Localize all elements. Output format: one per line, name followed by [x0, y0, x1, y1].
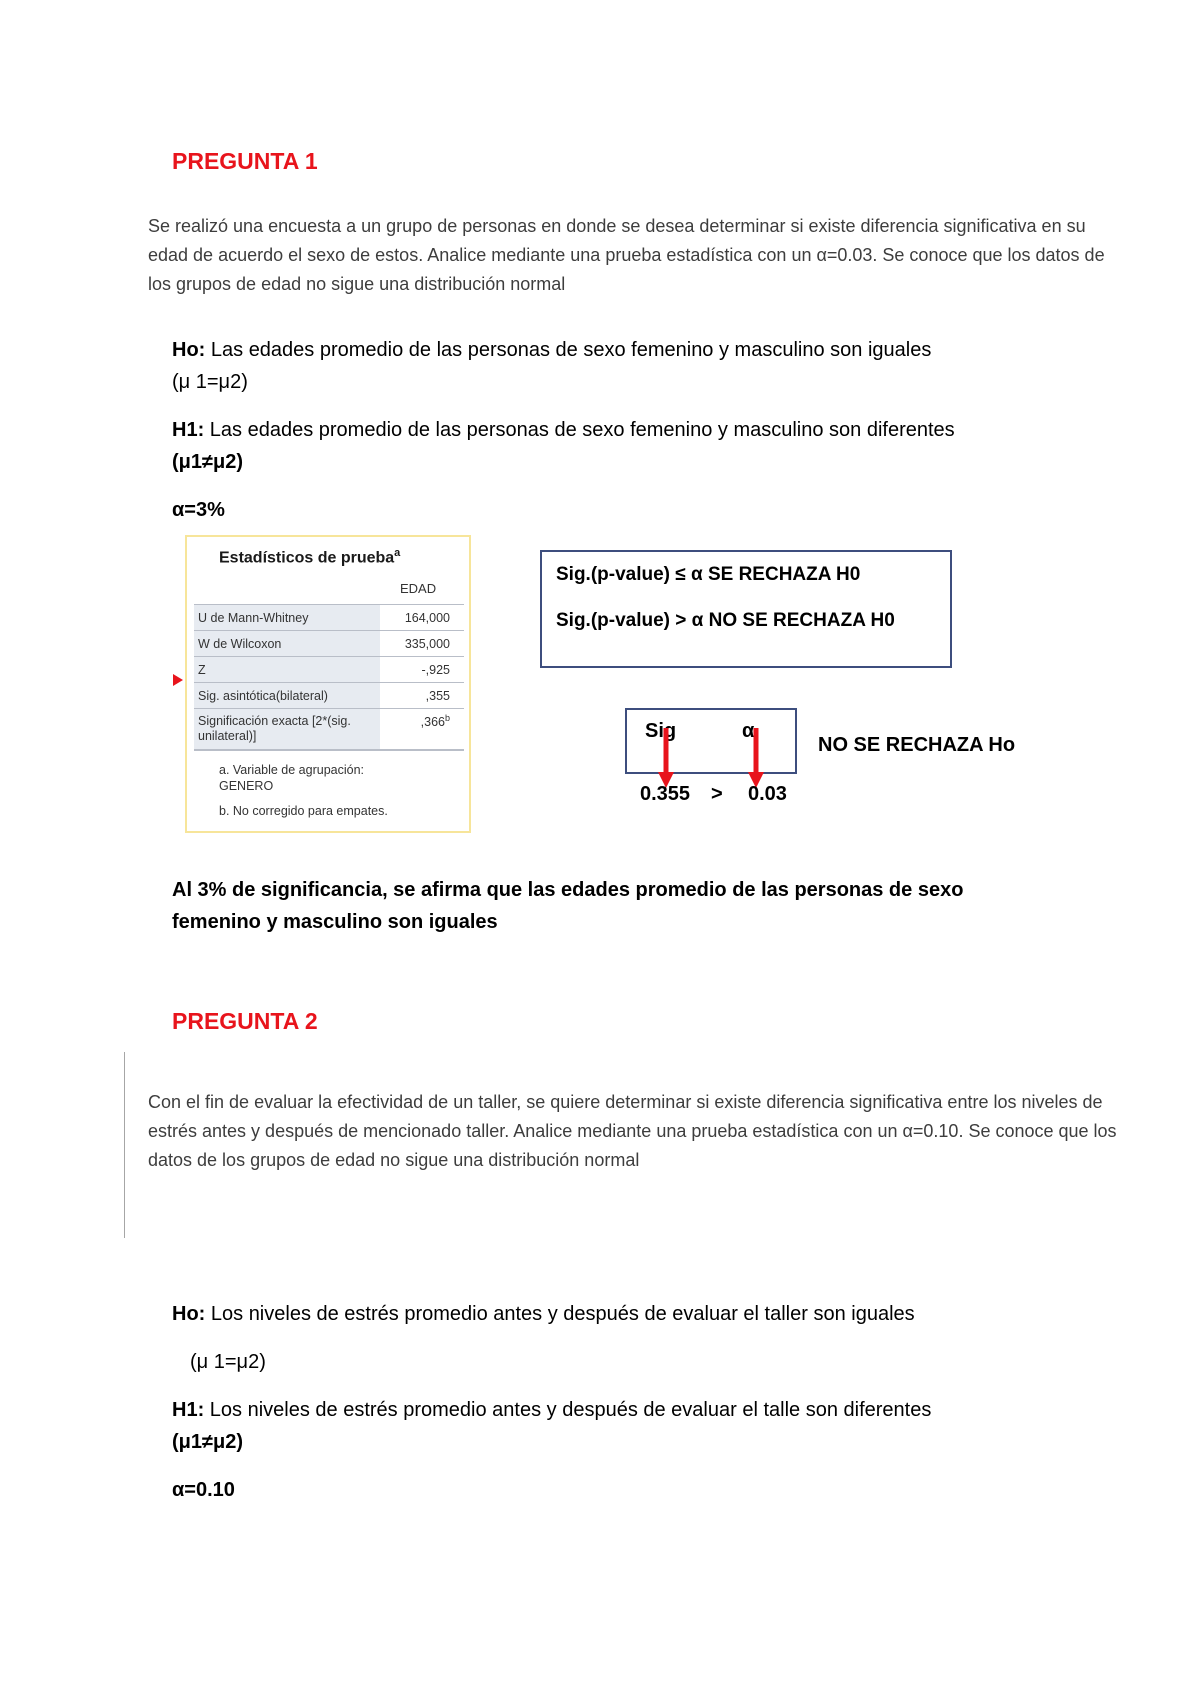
q1-ho-text: Las edades promedio de las personas de sexo femenino y masculino son iguales	[205, 339, 932, 361]
stat-label: Sig. asintótica(bilateral)	[194, 683, 380, 709]
q2-ho-text: Los niveles de estrés promedio antes y después de evaluar el taller son iguales	[205, 1303, 915, 1325]
table-row	[194, 683, 464, 709]
alpha-arrow-icon	[746, 728, 766, 790]
table-row	[194, 605, 464, 631]
q1-conclusion: Al 3% de significancia, se afirma que las edades promedio de las personas de sexo femenino y masculino son iguales	[172, 879, 964, 933]
q1-alpha: α=3%	[172, 499, 225, 521]
q1-ho-formula: (μ 1=μ2)	[172, 371, 248, 393]
question-2-title: PREGUNTA 2	[172, 1008, 318, 1034]
stat-value-superscript: b	[444, 713, 450, 723]
stats-footnote-b: b. No corregido para empates.	[219, 804, 388, 818]
q2-h1-formula: (μ1≠μ2)	[172, 1431, 244, 1453]
q1-h1-formula: (μ1≠μ2)	[172, 451, 244, 473]
stats-rows	[194, 604, 464, 751]
question-1-prompt: Se realizó una encuesta a un grupo de personas en donde se desea determinar si existe diferencia significativa en su edad de acuerdo el sexo de estos. Analice mediante una prueba estadística con un α=0.03. Se conoce que los datos de los grupos de edad no sigue una distribución normal	[148, 216, 1105, 294]
stat-value: ,355	[380, 683, 464, 709]
table-row	[194, 657, 464, 683]
rule-reject: Sig.(p-value) ≤ α SE RECHAZA H0	[556, 564, 861, 585]
q1-null-hypothesis	[172, 334, 931, 366]
stat-value: 164,000	[380, 605, 464, 631]
q2-ho-label: Ho:	[172, 1303, 206, 1325]
stat-label: Significación exacta [2*(sig. unilateral)]	[194, 709, 380, 751]
q1-alt-hypothesis	[172, 414, 955, 446]
stat-label: U de Mann-Whitney	[194, 605, 380, 631]
stat-value: -,925	[380, 657, 464, 683]
question-2-prompt: Con el fin de evaluar la efectividad de un taller, se quiere determinar si existe diferencia significativa entre los niveles de estrés antes y después de mencionado taller. Analice mediante una prueba estadística con un α=0.10. Se conoce que los datos de los grupos de edad no sigue una distribución normal	[148, 1092, 1117, 1170]
alpha-label: α	[742, 720, 755, 742]
stats-column-header: EDAD	[400, 581, 437, 596]
stat-value: ,366$^b$	[380, 709, 464, 751]
table-row	[194, 631, 464, 657]
sig-arrow-icon	[656, 728, 676, 790]
stat-value: 335,000	[380, 631, 464, 657]
q2-ho-formula: (μ 1=μ2)	[190, 1351, 266, 1373]
comparison-box	[625, 708, 797, 774]
rule-not-reject: Sig.(p-value) > α NO SE RECHAZA H0	[556, 610, 895, 631]
stat-label: W de Wilcoxon	[194, 631, 380, 657]
q2-alt-hypothesis	[172, 1394, 931, 1426]
q1-ho-label: Ho:	[172, 339, 206, 361]
q2-h1-label: H1:	[172, 1399, 205, 1421]
q2-h1-text: Los niveles de estrés promedio antes y después de evaluar el talle son diferentes	[204, 1399, 932, 1421]
stat-label: Z	[194, 657, 380, 683]
stats-footnote-a: a. Variable de agrupación: GENERO	[219, 763, 365, 793]
left-margin-rule	[124, 1052, 125, 1238]
q1-h1-label: H1:	[172, 419, 205, 441]
decision-result: NO SE RECHAZA Ho	[818, 734, 1016, 756]
stats-title-superscript: a	[394, 547, 401, 559]
test-statistics-table	[185, 535, 471, 833]
table-row	[194, 709, 464, 751]
q2-alpha: α=0.10	[172, 1479, 235, 1501]
decision-rule-box	[540, 550, 952, 668]
row-marker-icon	[172, 673, 184, 687]
stats-table-title: Estadísticos de prueba$^a$	[219, 547, 401, 567]
sig-value: 0.355	[640, 783, 691, 805]
q2-null-hypothesis	[172, 1298, 915, 1330]
sig-label: Sig	[645, 720, 677, 742]
alpha-value: 0.03	[748, 783, 787, 805]
q1-h1-text: Las edades promedio de las personas de sexo femenino y masculino son diferentes	[204, 419, 955, 441]
comparison-operator: >	[711, 783, 723, 805]
question-1-title: PREGUNTA 1	[172, 148, 318, 174]
